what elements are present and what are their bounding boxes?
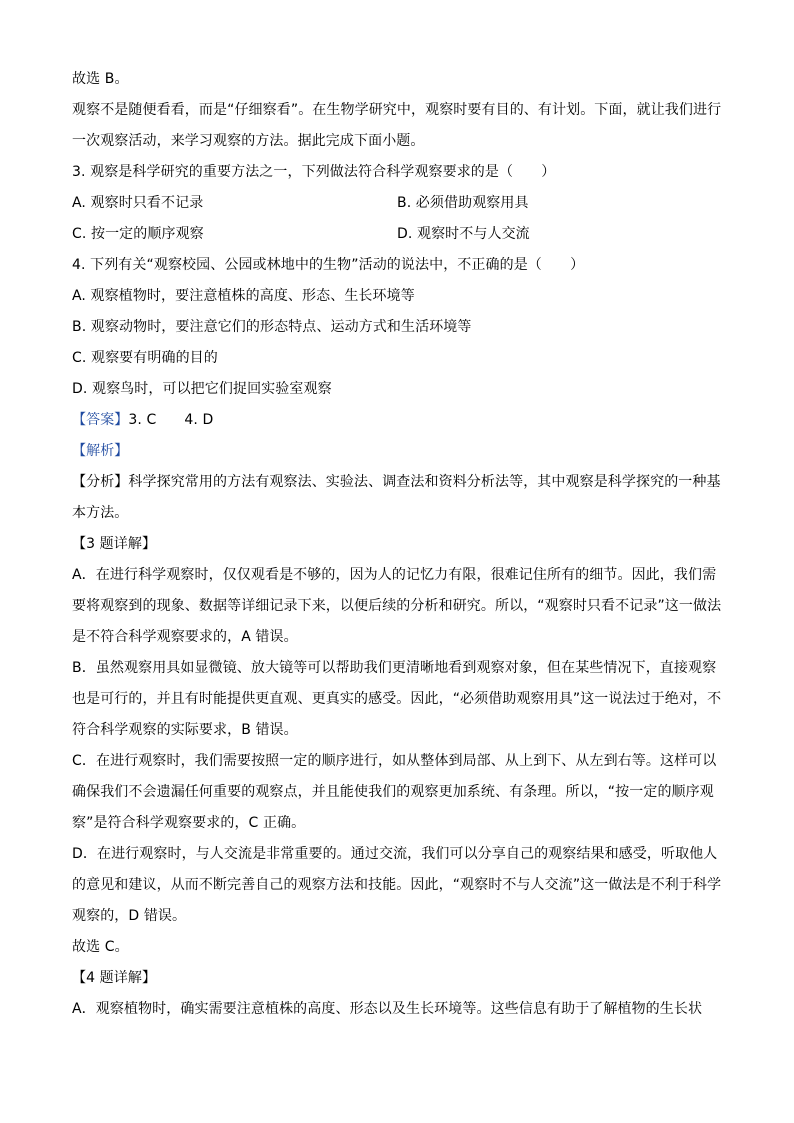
question-4: 4. 下列有关“观察校园、公园或林地中的生物”活动的说法中，不正确的是（ ）: [72, 257, 585, 273]
answer-line: [72, 405, 716, 436]
question-3-options-row: [72, 219, 716, 250]
detail-text: 也是可行的，并且有时能提供更直观、更真实的感受。因此，“必须借助观察用具”这一说法过于绝对，不: [72, 691, 722, 707]
fenxi-line: 本方法。: [72, 505, 129, 521]
fenxi-tag: 【分析】: [72, 474, 129, 490]
question-3: 3. 观察是科学研究的重要方法之一，下列做法符合科学观察要求的是（ ）: [72, 164, 556, 180]
option-b: B. 必须借助观察用具: [397, 195, 529, 211]
detail-text: 观察的，D 错误。: [72, 908, 187, 924]
option-a: A. 观察时只看不记录: [72, 195, 204, 211]
conclusion-line: 故选 C。: [72, 939, 129, 955]
option-d: D. 观察时不与人交流: [397, 226, 530, 242]
detail-text: D．在进行观察时，与人交流是非常重要的。通过交流，我们可以分享自己的观察结果和感受，听取他人: [72, 846, 718, 862]
analysis-heading: [72, 436, 716, 467]
detail-text: 是不符合科学观察要求的，A 错误。: [72, 629, 298, 645]
option-a: A. 观察植物时，要注意植株的高度、形态、生长环境等: [72, 288, 415, 304]
detail-text: C．在进行观察时，我们需要按照一定的顺序进行，如从整体到局部、从上到下、从左到右等。这样可以: [72, 753, 717, 769]
option-c: C. 按一定的顺序观察: [72, 226, 204, 242]
detail-text: A．观察植物时，确实需要注意植株的高度、形态以及生长环境等。这些信息有助于了解植物的生长状: [72, 1001, 703, 1017]
detail-text: 察”是符合科学观察要求的，C 正确。: [72, 815, 306, 831]
option-b: B. 观察动物时，要注意它们的形态特点、运动方式和生活环境等: [72, 319, 472, 335]
detail-text: 的意见和建议，从而不断完善自己的观察方法和技能。因此，“观察时不与人交流”这一做法是不利于科学: [72, 877, 722, 893]
detail-text: 确保我们不会遗漏任何重要的观察点，并且能使我们的观察更加系统、有条理。所以，“按一定的顺序观: [72, 784, 714, 800]
answer-tag: 【答案】: [72, 412, 129, 428]
answer-4: 4. D: [184, 412, 214, 428]
detail-text: 要将观察到的现象、数据等详细记录下来，以便后续的分析和研究。所以，“观察时只看不记录”这一做法: [72, 598, 722, 614]
answer-3: 3. C: [128, 412, 157, 428]
analysis-tag: 【解析】: [72, 443, 129, 459]
intro-line: 一次观察活动，来学习观察的方法。据此完成下面小题。: [72, 133, 425, 149]
fenxi-text: 科学探究常用的方法有观察法、实验法、调查法和资料分析法等，其中观察是科学探究的一种基: [128, 474, 721, 490]
detail-text: B．虽然观察用具如显微镜、放大镜等可以帮助我们更清晰地看到观察对象，但在某些情况下，直接观察: [72, 660, 717, 676]
fenxi-line: [72, 467, 721, 498]
option-d: D. 观察鸟时，可以把它们捉回实验室观察: [72, 381, 332, 397]
detail-3-heading: 【3 题详解】: [72, 536, 157, 552]
detail-text: A．在进行科学观察时，仅仅观看是不够的，因为人的记忆力有限，很难记住所有的细节。因此，我们需: [72, 567, 717, 583]
document-page: [72, 64, 722, 1025]
question-3-options-row: [72, 188, 716, 219]
detail-4-heading: 【4 题详解】: [72, 970, 157, 986]
option-c: C. 观察要有明确的目的: [72, 350, 218, 366]
detail-text: 符合科学观察的实际要求，B 错误。: [72, 722, 298, 738]
intro-line: 观察不是随便看看，而是“仔细察看”。在生物学研究中，观察时要有目的、有计划。下面，就让我们进行: [72, 102, 722, 118]
conclusion-line: 故选 B。: [72, 71, 129, 87]
